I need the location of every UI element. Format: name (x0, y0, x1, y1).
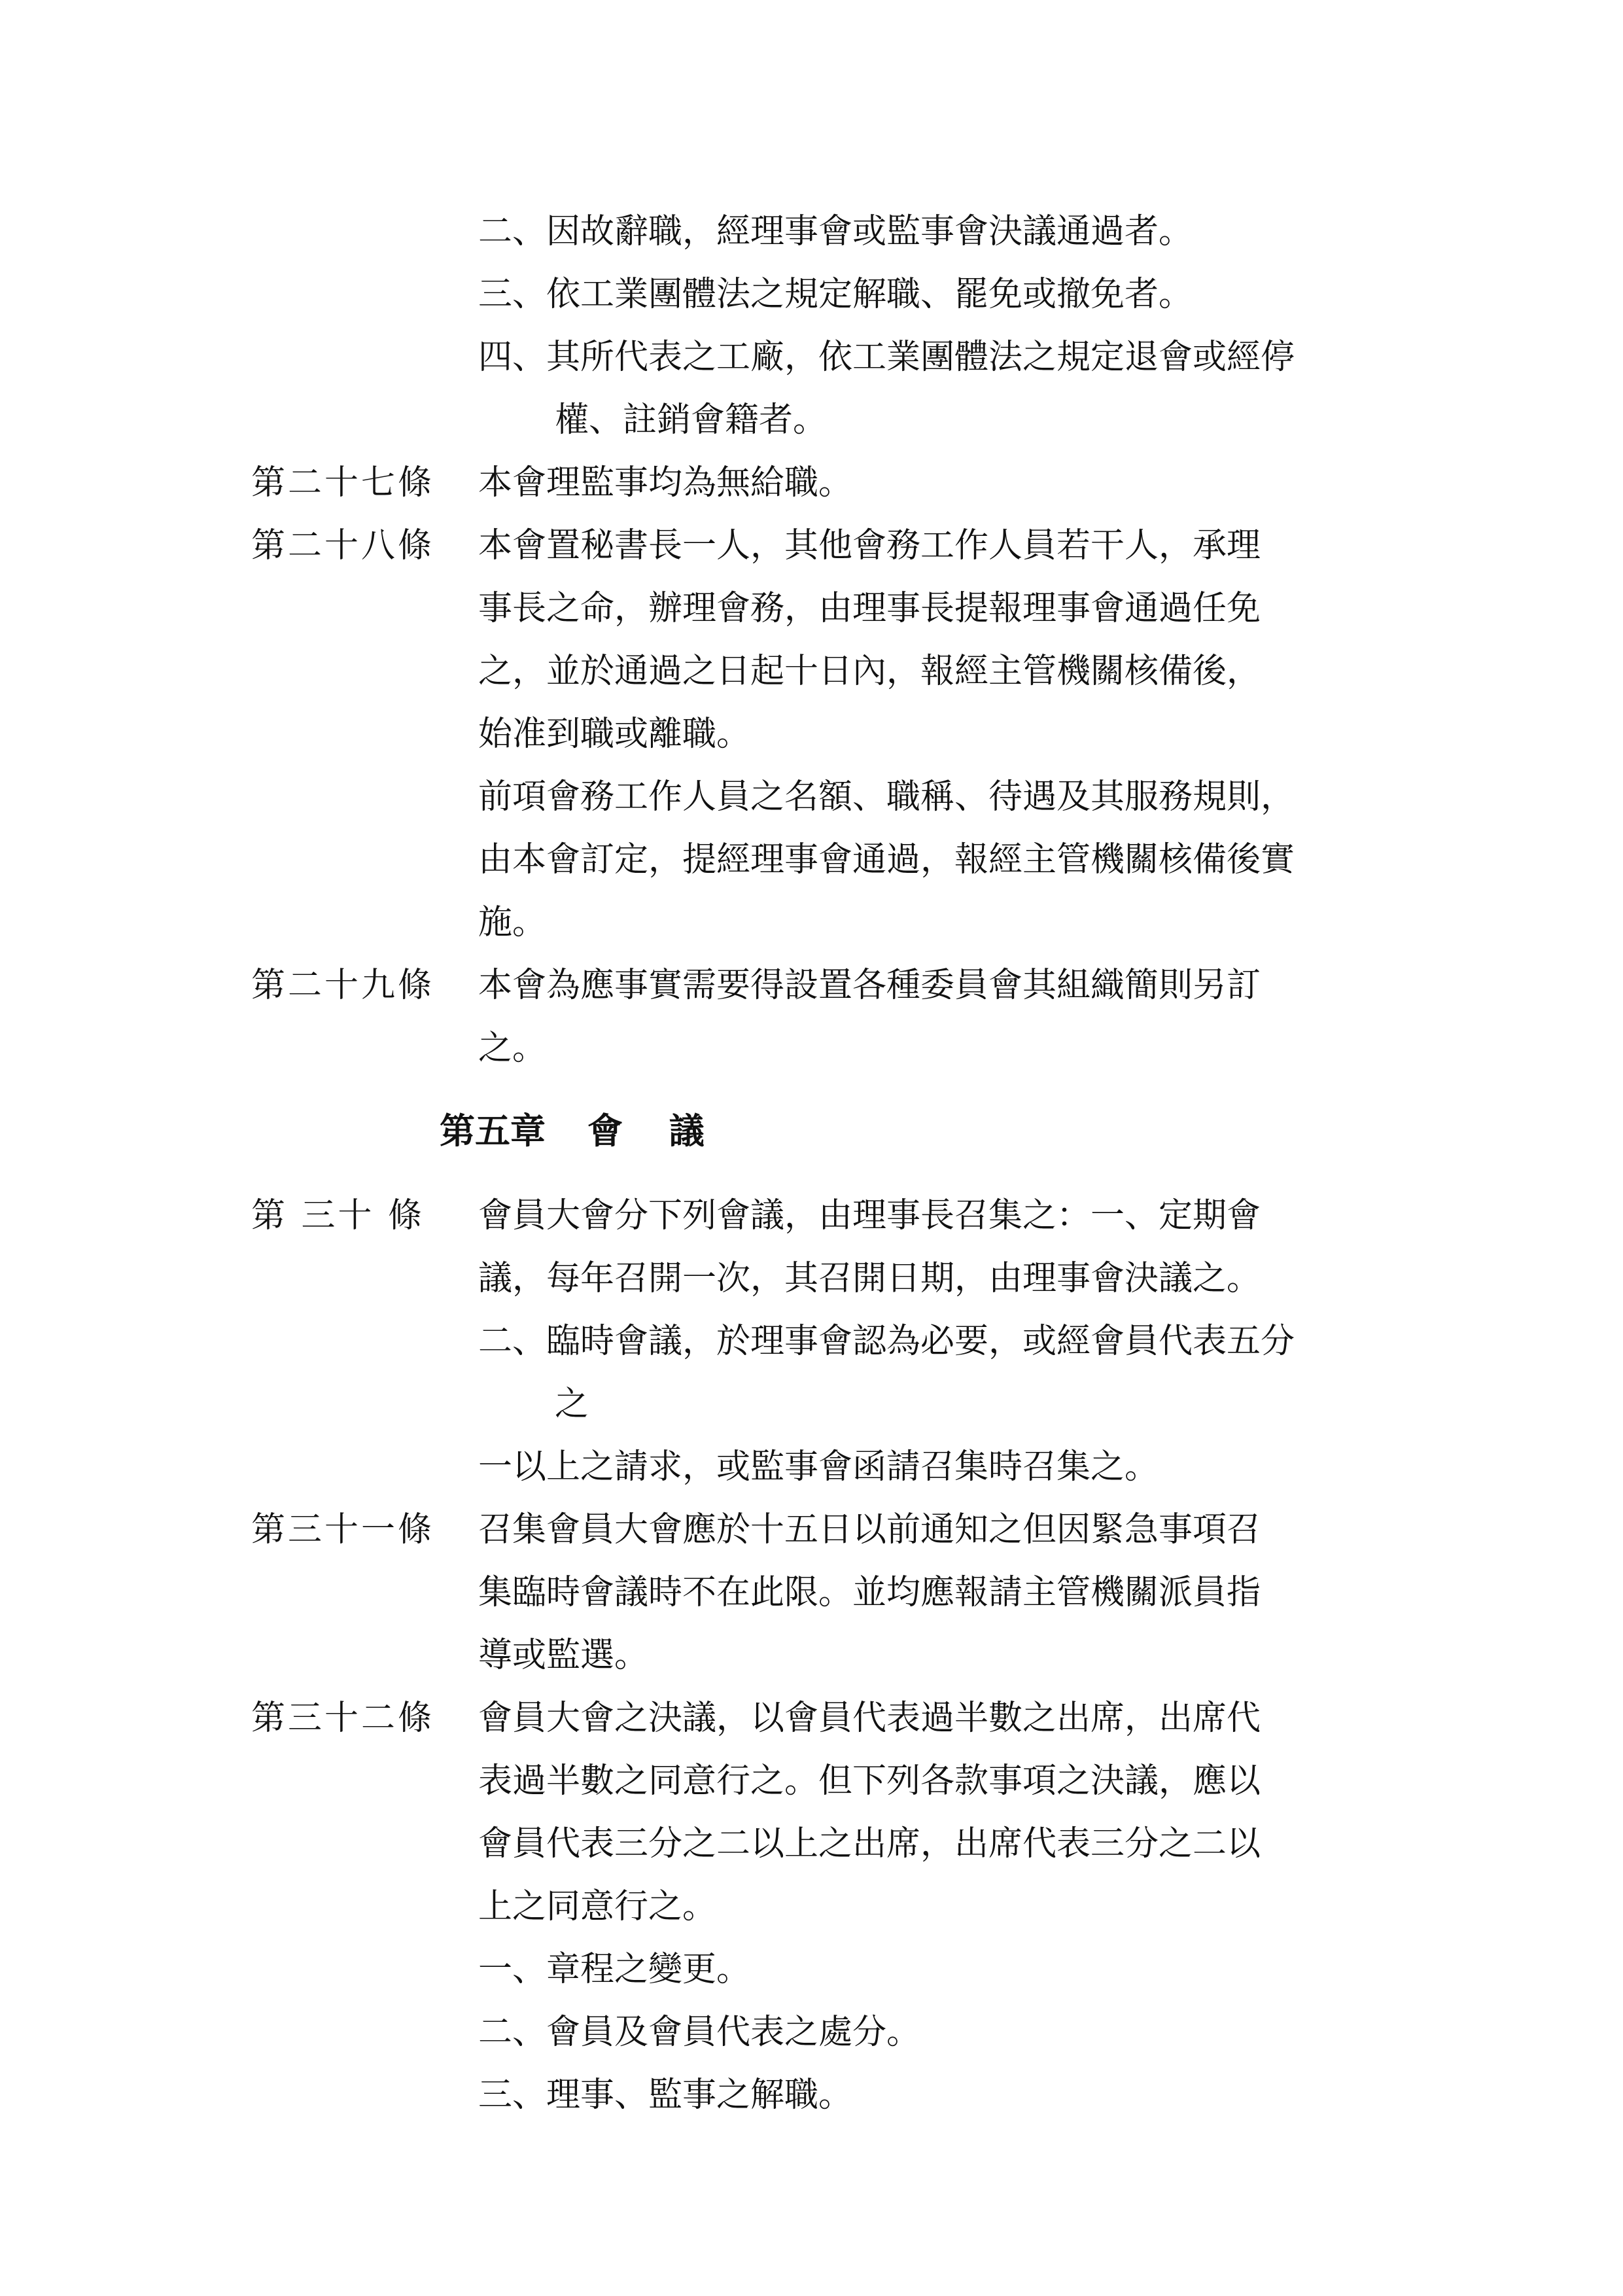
chapter-number: 第五章 (440, 1110, 546, 1152)
art28-line: 由本會訂定，提經理事會通過，報經主管機關核備後實 (478, 840, 1295, 879)
art28-line: 施。 (478, 903, 547, 942)
art32-item: 一、章程之變更。 (478, 1950, 751, 1989)
art31-line: 集臨時會議時不在此限。並均應報請主管機關派員指 (478, 1573, 1261, 1612)
art32-line: 會員大會之決議，以會員代表過半數之出席，出席代 (478, 1699, 1261, 1738)
art31-line: 導或監選。 (478, 1636, 649, 1675)
art29-line: 本會為應事實需要得設置各種委員會其組織簡則另訂 (478, 966, 1261, 1005)
art28-line: 本會置秘書長一人，其他會務工作人員若干人，承理 (478, 526, 1261, 565)
art32-line: 上之同意行之。 (478, 1887, 717, 1926)
art26-item-3: 三、依工業團體法之規定解職、罷免或撤免者。 (478, 275, 1193, 314)
art28-line: 前項會務工作人員之名額、職稱、待遇及其服務規則， (478, 777, 1295, 817)
art26-item-4-cont: 權、註銷會籍者。 (555, 400, 828, 440)
art28-line: 之，並於通過之日起十日內，報經主管機關核備後， (478, 652, 1261, 691)
art30-label: 第 三十 條 (251, 1196, 425, 1235)
art28-line: 事長之命，辦理會務，由理事長提報理事會通過任免 (478, 589, 1261, 628)
art30-line: 一以上之請求，或監事會函請召集時召集之。 (478, 1447, 1159, 1487)
art30-line: 之 (555, 1385, 589, 1424)
art29-line: 之。 (478, 1029, 547, 1068)
art32-item: 二、會員及會員代表之處分。 (478, 2013, 921, 2052)
art32-label: 第三十二條 (251, 1699, 435, 1738)
art30-line: 會員大會分下列會議，由理事長召集之：一、定期會 (478, 1196, 1261, 1235)
art32-line: 會員代表三分之二以上之出席，出席代表三分之二以 (478, 1824, 1261, 1863)
art32-line: 表過半數之同意行之。但下列各款事項之決議，應以 (478, 1761, 1261, 1801)
art32-item: 三、理事、監事之解職。 (478, 2075, 853, 2115)
art28-label: 第二十八條 (251, 526, 435, 565)
art26-item-2: 二、因故辭職，經理事會或監事會決議通過者。 (478, 212, 1193, 251)
art30-line: 二、臨時會議，於理事會認為必要，或經會員代表五分 (478, 1322, 1295, 1361)
art31-line: 召集會員大會應於十五日以前通知之但因緊急事項召 (478, 1510, 1261, 1549)
art26-item-4: 四、其所代表之工廠，依工業團體法之規定退會或經停 (478, 338, 1295, 377)
art28-line: 始准到職或離職。 (478, 715, 751, 754)
art31-label: 第三十一條 (251, 1510, 435, 1549)
chapter-title: 會 議 (587, 1110, 722, 1152)
art27-label: 第二十七條 (251, 463, 435, 503)
art29-label: 第二十九條 (251, 966, 435, 1005)
chapter-heading (440, 1110, 722, 1152)
art27-text: 本會理監事均為無給職。 (478, 463, 853, 503)
art30-line: 議，每年召開一次，其召開日期，由理事會決議之。 (478, 1259, 1261, 1298)
